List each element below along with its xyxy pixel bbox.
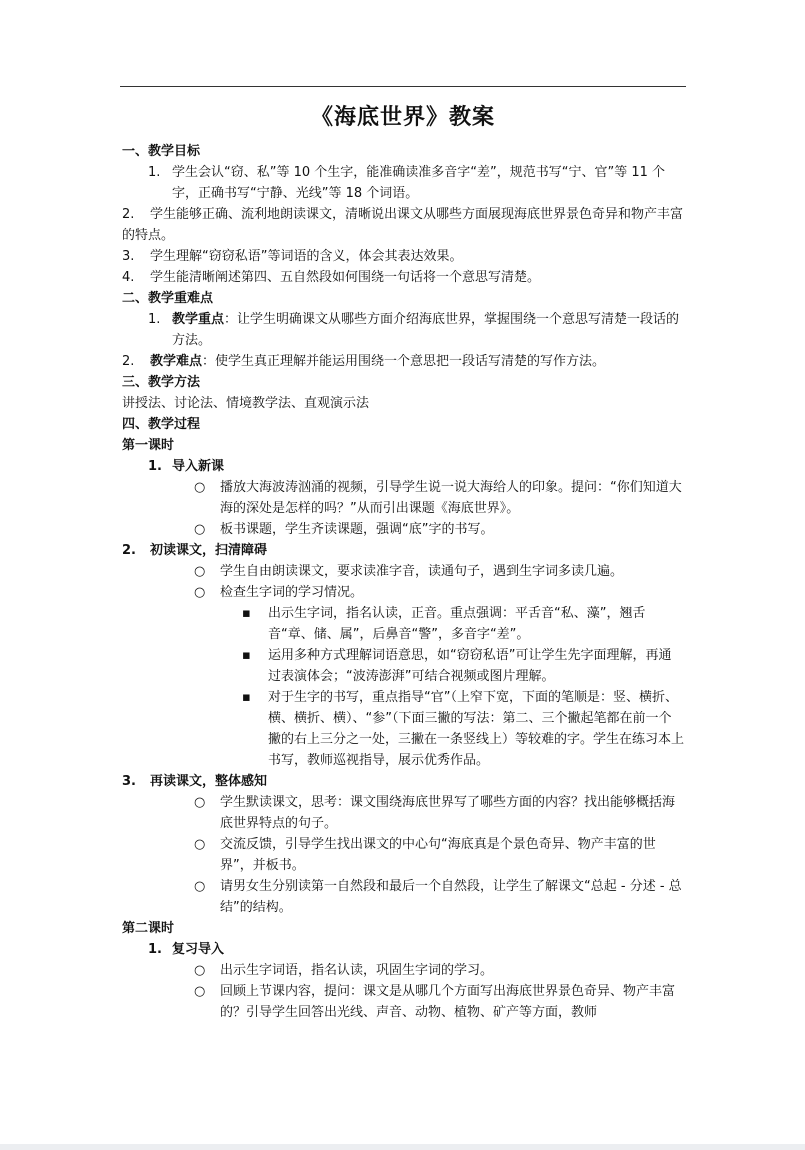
lesson2-step-1-title: 1. 复习导入: [148, 942, 225, 957]
lesson1-step2-subitem-3: ▪ 对于生字的书写，重点指导“官”（上窄下宽，下面的笔顺是：竖、横折、横、横折、横）、“参”（下面三撇的写法：第二、三个撇起笔都在前一个撇的右上三分之一处，三撇在一条竖线上）等较难的字。学生在练习本上书写，教师巡视指导，展示优秀作品。: [242, 687, 684, 771]
lesson1-step1-item-1: ○ 播放大海波涛汹涌的视频，引导学生说一说大海给人的印象。提问：“你们知道大海的深处是怎样的吗？”从而引出课题《海底世界》。: [194, 477, 684, 519]
circle-bullet-icon: ○: [194, 837, 206, 852]
lesson-plan-document: [122, 101, 684, 1023]
lesson1-step2-item-2: ○ 检查生字词的学习情况。: [194, 582, 684, 603]
key-point-label: 教学重点: [172, 312, 225, 327]
key-point-item: 1. 教学重点：让学生明确课文从哪些方面介绍海底世界，掌握围绕一个意思写清楚一段话的方法。: [148, 312, 680, 348]
circle-bullet-icon: ○: [194, 585, 206, 600]
lesson-2-heading: 第二课时: [122, 921, 175, 936]
circle-bullet-icon: ○: [194, 522, 206, 537]
methods-text: 讲授法、讨论法、情境教学法、直观演示法: [122, 396, 370, 411]
section-heading-objectives: 一、教学目标: [122, 144, 201, 159]
lesson1-step-2-title: 2. 初读课文，扫清障碍: [122, 543, 268, 558]
lesson-1-heading: 第一课时: [122, 438, 175, 453]
lesson2-step1-item-1: ○ 出示生字词语，指名认读，巩固生字词的学习。: [194, 960, 684, 981]
difficulty-item: 2. 教学难点：使学生真正理解并能运用围绕一个意思把一段话写清楚的写作方法。: [122, 354, 606, 369]
lesson1-step3-item-1: ○ 学生默读课文，思考：课文围绕海底世界写了哪些方面的内容？找出能够概括海底世界特点的句子。: [194, 792, 684, 834]
section-heading-methods: 三、教学方法: [122, 375, 201, 390]
circle-bullet-icon: ○: [194, 963, 206, 978]
document-title: 《海底世界》教案: [310, 105, 495, 130]
lesson1-step-3-title: 3. 再读课文，整体感知: [122, 774, 268, 789]
section-heading-key-points: 二、教学重难点: [122, 291, 214, 306]
difficulty-label: 教学难点: [150, 354, 203, 369]
lesson1-step-1-title: 1. 导入新课: [148, 459, 225, 474]
circle-bullet-icon: ○: [194, 480, 206, 495]
objective-item-3: 3. 学生理解“窃窃私语”等词语的含义，体会其表达效果。: [122, 249, 463, 264]
objective-item-2: 2. 学生能够正确、流利地朗读课文，清晰说出课文从哪些方面展现海底世界景色奇异和物产丰富的特点。: [122, 207, 684, 243]
lesson2-step1-item-2: ○ 回顾上节课内容，提问：课文是从哪几个方面写出海底世界景色奇异、物产丰富的？引导学生回答出光线、声音、动物、植物、矿产等方面，教师: [194, 981, 684, 1023]
square-bullet-icon: ▪: [242, 648, 251, 663]
lesson1-step2-item-1: ○ 学生自由朗读课文，要求读准字音，读通句子，遇到生字词多读几遍。: [194, 561, 684, 582]
circle-bullet-icon: ○: [194, 795, 206, 810]
circle-bullet-icon: ○: [194, 879, 206, 894]
page-bottom-band: [0, 1144, 805, 1150]
lesson1-step3-item-3: ○ 请男女生分别读第一自然段和最后一个自然段，让学生了解课文“总起 - 分述 - 总结”的结构。: [194, 876, 684, 918]
objective-item-4: 4. 学生能清晰阐述第四、五自然段如何围绕一句话将一个意思写清楚。: [122, 270, 541, 285]
objective-item-1: 1. 学生会认“窃、私”等 10 个生字，能准确读准多音字“差”，规范书写“宁、官”等 11 个字，正确书写“宁静、光线”等 18 个词语。: [148, 165, 666, 201]
lesson1-step2-subitem-1: ▪ 出示生字词，指名认读，正音。重点强调：平舌音“私、藻”，翘舌音“章、储、属”，后鼻音“警”，多音字“差”。: [242, 603, 684, 645]
lesson1-step3-item-2: ○ 交流反馈，引导学生找出课文的中心句“海底真是个景色奇异、物产丰富的世界”，并板书。: [194, 834, 684, 876]
lesson1-step2-subitem-2: ▪ 运用多种方式理解词语意思，如“窃窃私语”可让学生先字面理解，再通过表演体会；“波涛澎湃”可结合视频或图片理解。: [242, 645, 684, 687]
circle-bullet-icon: ○: [194, 984, 206, 999]
circle-bullet-icon: ○: [194, 564, 206, 579]
square-bullet-icon: ▪: [242, 606, 251, 621]
header-rule: [120, 86, 686, 87]
lesson1-step1-item-2: ○ 板书课题，学生齐读课题，强调“底”字的书写。: [194, 519, 684, 540]
square-bullet-icon: ▪: [242, 690, 251, 705]
section-heading-process: 四、教学过程: [122, 417, 201, 432]
